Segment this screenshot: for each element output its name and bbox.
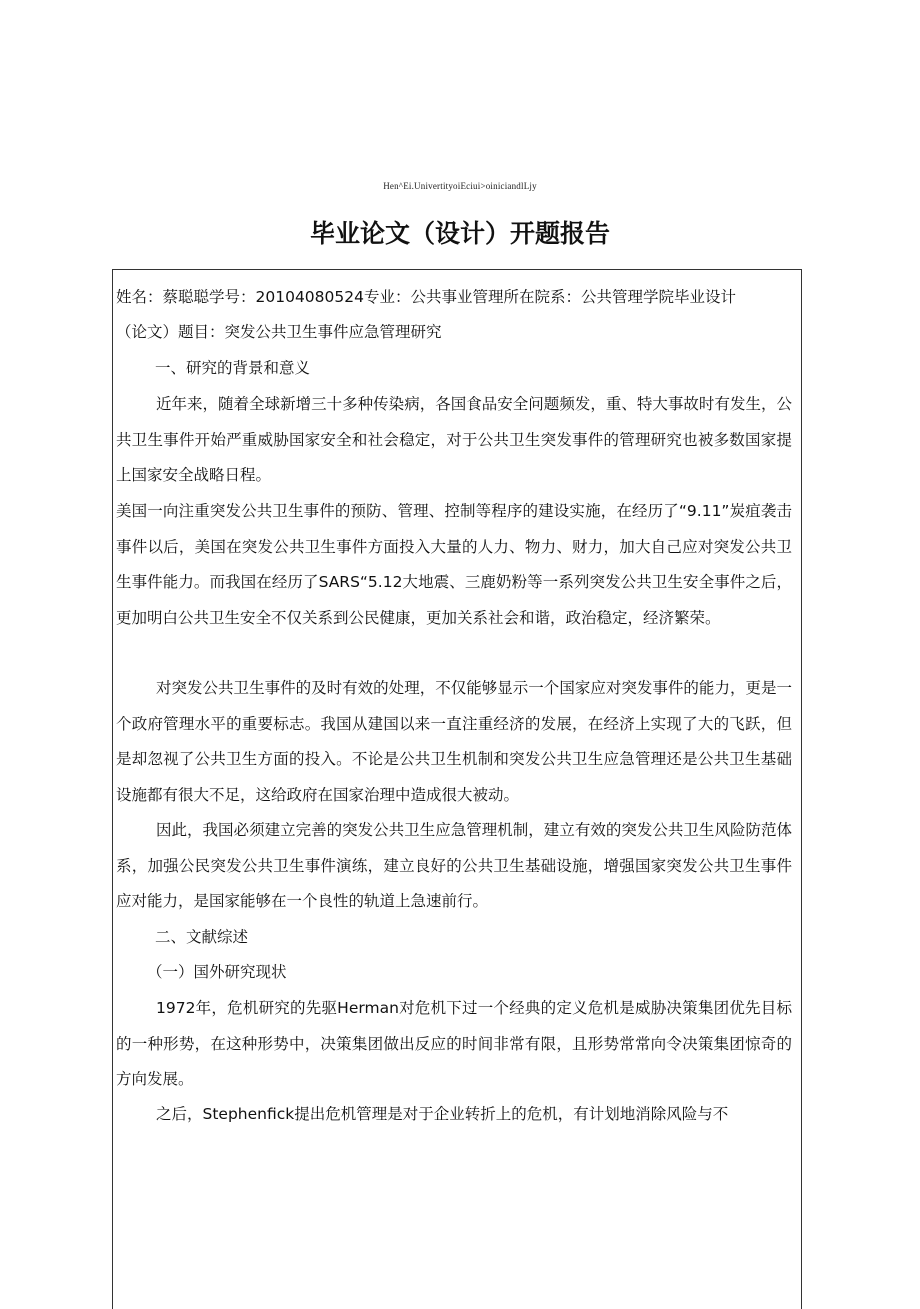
student-info-line-1: 姓名：蔡聪聪学号：20104080524专业：公共事业管理所在院系：公共管理学院毕业设计 (116, 288, 736, 306)
student-info-line-2: （论文）题目：突发公共卫生事件应急管理研究 (116, 323, 442, 341)
section-1-paragraph-1: 近年来，随着全球新增三十多种传染病，各国食品安全问题频发，重、特大事故时有发生，公共卫生事件开始严重威胁国家安全和社会稳定，对于公共卫生突发事件的管理研究也被多数国家提上国家安全战略日程。 (116, 395, 792, 484)
section-1-heading: 一、研究的背景和意义 (155, 359, 311, 377)
section-2-subheading: （一）国外研究现状 (147, 963, 287, 981)
section-2-paragraph-1: 1972年，危机研究的先驱Herman对危机下过一个经典的定义危机是威胁决策集团优先目标的一种形势，在这种形势中，决策集团做出反应的时间非常有限，且形势常常向令决策集团惊奇的方向发展。 (116, 999, 792, 1088)
section-2-paragraph-2: 之后，Stephenfick提出危机管理是对于企业转折上的危机，有计划地消除风险与不 (156, 1105, 729, 1123)
section-1-paragraph-3: 对突发公共卫生事件的及时有效的处理，不仅能够显示一个国家应对突发事件的能力，更是一个政府管理水平的重要标志。我国从建国以来一直注重经济的发展，在经济上实现了大的飞跃，但是却忽视了公共卫生方面的投入。不论是公共卫生机制和突发公共卫生应急管理还是公共卫生基础设施都有很大不足，这给政府在国家治理中造成很大被动。 (116, 679, 792, 804)
section-1-paragraph-2: 美国一向注重突发公共卫生事件的预防、管理、控制等程序的建设实施，在经历了“9.11”炭疽袭击事件以后，美国在突发公共卫生事件方面投入大量的人力、物力、财力，加大自己应对突发公共卫生事件能力。而我国在经历了SARS“5.12大地震、三鹿奶粉等一系列突发公共卫生安全事件之后，更加明白公共卫生安全不仅关系到公民健康，更加关系社会和谐，政治稳定，经济繁荣。 (116, 502, 792, 627)
running-head: Hen^Ei.UnivertityoiEciui>oiniciandlLjy (383, 181, 537, 191)
report-content-frame (112, 269, 802, 1309)
section-1-paragraph-4: 因此，我国必须建立完善的突发公共卫生应急管理机制，建立有效的突发公共卫生风险防范体系，加强公民突发公共卫生事件演练，建立良好的公共卫生基础设施，增强国家突发公共卫生事件应对能力，是国家能够在一个良性的轨道上急速前行。 (116, 821, 792, 910)
document-title: 毕业论文（设计）开题报告 (309, 219, 610, 248)
section-2-heading: 二、文献综述 (155, 928, 249, 946)
